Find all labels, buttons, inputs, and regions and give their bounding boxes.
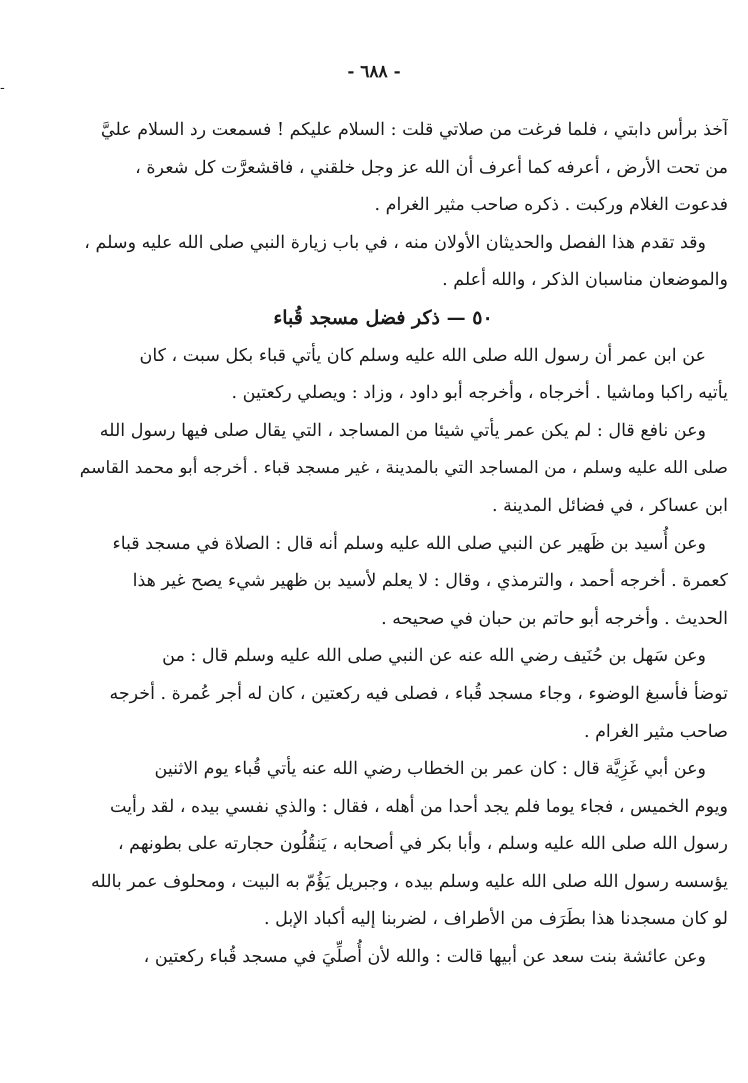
text-line: عن ابن عمر أن رسول الله صلى الله عليه وسلم كان يأتي قباء بكل سبت ، كان xyxy=(139,345,706,366)
text-line: وعن سَهل بن حُنَيف رضي الله عنه عن النبي صلى الله عليه وسلم قال : من xyxy=(162,646,706,667)
margin-mark: - xyxy=(0,80,5,96)
text-line: الحديث . وأخرجه أبو حاتم بن حبان في صحيحه . xyxy=(381,608,728,629)
text-line: كعمرة . أخرجه أحمد ، والترمذي ، وقال : لا يعلم لأسيد بن ظهير شيء يصح غير هذا xyxy=(132,571,728,592)
text-line: والموضعان مناسبان الذكر ، والله أعلم . xyxy=(442,270,728,291)
page-number: - ٦٨٨ - xyxy=(347,62,401,82)
section-heading: ٥٠ — ذكر فضل مسجد قُباء xyxy=(273,306,493,329)
text-line: ابن عساكر ، في فضائل المدينة . xyxy=(492,495,728,516)
text-line: لو كان مسجدنا هذا بطَرَف من الأطراف ، لضربنا إليه أكباد الإبل . xyxy=(263,909,728,930)
text-line: ويوم الخميس ، فجاء يوما فلم يجد أحدا من أهله ، فقال : والذي نفسي بيده ، لقد رأيت xyxy=(109,796,728,817)
text-line: فدعوت الغلام وركبت . ذكره صاحب مثير الغرام . xyxy=(374,195,728,216)
text-line: توضأ فأسبغ الوضوء ، وجاء مسجد قُباء ، فصلى فيه ركعتين ، كان له أجر عُمرة . أخرجه xyxy=(109,683,728,704)
body-text xyxy=(68,112,728,977)
text-line: آخذ برأس دابتي ، فلما فرغت من صلاتي قلت : السلام عليكم ! فسمعت رد السلام عليَّ xyxy=(100,120,728,140)
text-line: صاحب مثير الغرام . xyxy=(583,721,728,742)
text-line: من تحت الأرض ، أعرفه كما أعرف أن الله عز وجل خلقني ، فاقشعرَّت كل شعرة ، xyxy=(135,157,728,178)
text-line: وقد تقدم هذا الفصل والحديثان الأولان منه ، في باب زيارة النبي صلى الله عليه وسلم ، xyxy=(84,232,706,253)
text-line: صلى الله عليه وسلم ، من المساجد التي بالمدينة ، غير مسجد قباء . أخرجه أبو محمد القاسم xyxy=(79,458,728,479)
text-line: رسول الله صلى الله عليه وسلم ، وأبا بكر في أصحابه ، يَنقُلُون حجارته على بطونهم ، xyxy=(117,834,728,855)
text-line: يؤسسه رسول الله صلى الله عليه وسلم بيده ، وجبريل يَؤُمّ به البيت ، ومحلوف عمر بالله xyxy=(91,871,728,892)
text-line: وعن أُسيد بن ظَهير عن النبي صلى الله عليه وسلم أنه قال : الصلاة في مسجد قباء xyxy=(112,533,706,554)
text-line: وعن أبي غَزِيَّة قال : كان عمر بن الخطاب رضي الله عنه يأتي قُباء يوم الاثنين xyxy=(154,759,706,780)
text-line: وعن نافع قال : لم يكن عمر يأتي شيئا من المساجد ، التي يقال صلى فيها رسول الله xyxy=(99,420,706,441)
text-line: وعن عائشة بنت سعد عن أبيها قالت : والله لأن أُصلِّيَ في مسجد قُباء ركعتين ، xyxy=(143,947,706,968)
text-line: يأتيه راكبا وماشيا . أخرجاه ، وأخرجه أبو داود ، وزاد : ويصلي ركعتين . xyxy=(231,383,728,404)
